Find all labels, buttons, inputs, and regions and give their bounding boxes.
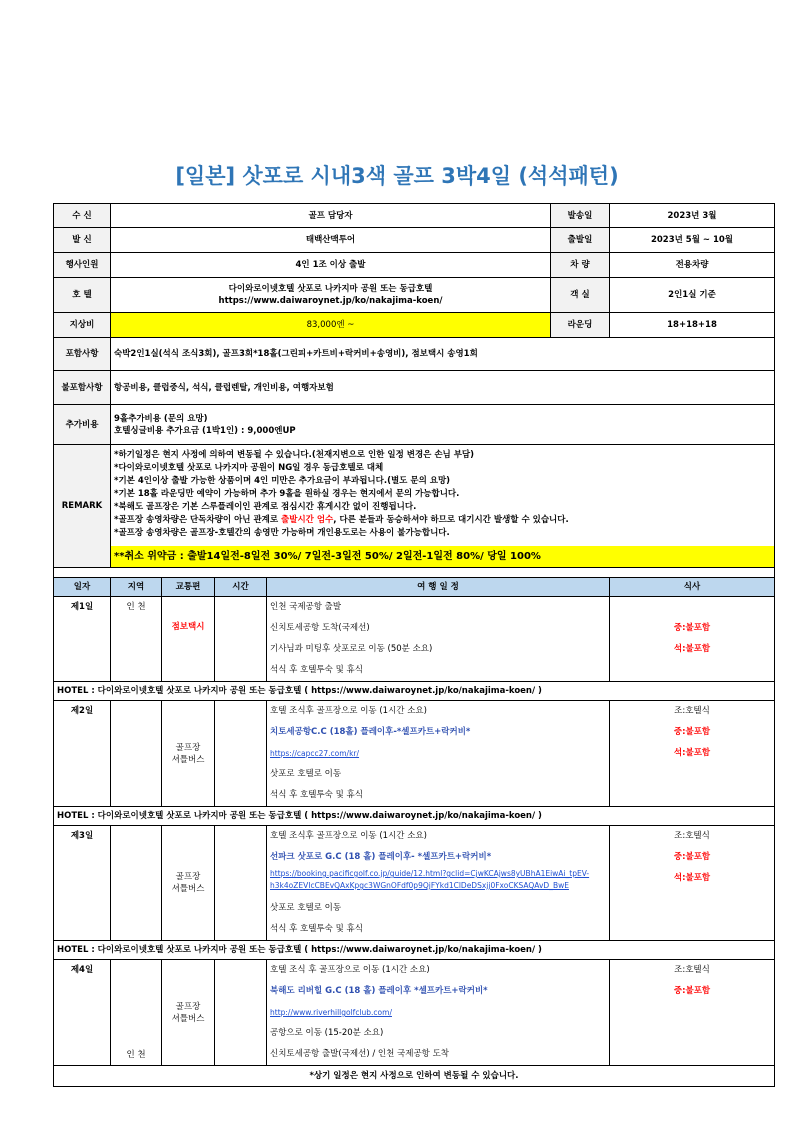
day-label: 제3일 — [54, 826, 111, 941]
schedule-line: 신치토세공항 출발(국제선) / 인천 국제공항 도착 — [270, 1049, 450, 1059]
header-meal: 식사 — [610, 578, 775, 597]
meal-line — [613, 764, 771, 785]
transport-cell: 점보택시 — [162, 597, 215, 682]
schedule-cell — [267, 826, 610, 941]
footer-note: *상기 일정은 현지 사정으로 인하여 변동될 수 있습니다. — [54, 1066, 775, 1087]
time-cell — [215, 960, 267, 1066]
meal-line: 석:불포함 — [673, 873, 711, 883]
header-area: 지역 — [111, 578, 162, 597]
excluded-value: 항공비용, 클럽중식, 석식, 클럽렌탈, 개인비용, 여행자보험 — [111, 371, 775, 405]
car-value: 전용차량 — [610, 253, 775, 278]
remark-line: *골프장 송영차량은 골프장-호텔간의 송영만 가능하며 개인용도로는 사용이 불가능합니다. — [114, 528, 450, 538]
extra-cost-label: 추가비용 — [54, 405, 111, 445]
meal-cell — [610, 826, 775, 941]
area-cell: 인 천 — [111, 597, 162, 682]
area-cell — [111, 701, 162, 807]
remark-line: *기본 18홀 라운딩만 예약이 가능하며 추가 9홀을 원하실 경우는 현지에서 문의 가능합니다. — [114, 489, 460, 499]
tour-info-table — [53, 203, 775, 1087]
remark-text: *골프장 송영차량은 단독차량이 아닌 관계로 — [114, 515, 282, 525]
schedule-line: 삿포로 호텔로 이동 — [270, 903, 342, 913]
header-day: 일자 — [54, 578, 111, 597]
golf-course-link[interactable]: http://www.riverhillgolfclub.com/ — [270, 1008, 392, 1017]
itinerary-day — [54, 597, 775, 682]
from-label: 발 신 — [54, 228, 111, 253]
send-date-value: 2023년 3월 — [610, 204, 775, 228]
extra-cost-value — [111, 405, 775, 445]
included-value: 숙박2인1실(석식 조식3회), 골프3회*18홀(그린피+카트비+락커비+송영비), 점보택시 송영1회 — [111, 338, 775, 371]
remark-line: *하기일정은 현지 사정에 의하여 변동될 수 있습니다.(천재지변으로 인한 일정 변경은 손님 부담) — [114, 450, 475, 460]
round-label: 라운딩 — [551, 313, 610, 338]
depart-label: 출발일 — [551, 228, 610, 253]
golf-course-line: 치토세공항C.C (18홀) 플레이후-*셀프카트+락커비* — [270, 727, 471, 737]
remark-line: *기본 4인이상 출발 가능한 상품이며 4인 미만은 추가요금이 부과됩니다.(별도 문의 요망) — [114, 476, 451, 486]
itinerary-day — [54, 701, 775, 807]
meal-cell — [610, 960, 775, 1066]
schedule-cell — [267, 960, 610, 1066]
time-cell — [215, 701, 267, 807]
meal-line: 중:불포함 — [673, 727, 711, 737]
golf-course-line: 북해도 리버힐 G.C (18 홀) 플레이후 *셀프카트+락커비* — [270, 986, 488, 996]
car-label: 차 량 — [551, 253, 610, 278]
pax-value: 4인 1조 이상 출발 — [111, 253, 551, 278]
golf-course-link[interactable]: https://capcc27.com/kr/ — [270, 749, 360, 758]
extra-cost-line: 호텔싱글비용 추가요금 (1박1인) : 9,000엔UP — [114, 425, 296, 436]
round-value: 18+18+18 — [610, 313, 775, 338]
schedule-line: 호텔 조식후 골프장으로 이동 (1시간 소요) — [270, 706, 427, 716]
remark-highlight: 출발시간 엄수 — [281, 515, 334, 525]
time-cell — [215, 826, 267, 941]
hotel-name: 다이와로이넷호텔 삿포로 나카지마 공원 또는 동급호텔 — [228, 284, 433, 294]
golf-course-link[interactable]: https://booking.pacificgolf.co.jp/guide/12.html?gclid=CjwKCAjws8yUBhA1EiwAi_tpEV- — [270, 869, 590, 878]
hotel-label: 호 텔 — [54, 278, 111, 313]
send-date-label: 발송일 — [551, 204, 610, 228]
room-label: 객 실 — [551, 278, 610, 313]
schedule-line: 공항으로 이동 (15-20분 소요) — [270, 1028, 384, 1038]
schedule-line: 삿포로 호텔로 이동 — [270, 769, 342, 779]
hotel-value — [111, 278, 551, 313]
meal-line: 석:불포함 — [673, 748, 711, 758]
schedule-cell — [267, 701, 610, 807]
transport-cell: 골프장 셔틀버스 — [162, 826, 215, 941]
page-title: [일본] 삿포로 시내3색 골프 3박4일 (석석패턴) — [175, 164, 619, 188]
meal-line: 중:불포함 — [673, 986, 711, 996]
depart-value: 2023년 5월 ~ 10월 — [610, 228, 775, 253]
schedule-line: 인천 국제공항 출발 — [270, 602, 342, 612]
schedule-line: 석식 후 호텔투숙 및 휴식 — [270, 665, 363, 675]
meal-line — [613, 597, 771, 618]
schedule-line: 기사님과 미팅후 삿포로로 이동 (50분 소요) — [270, 644, 433, 654]
remark-label: REMARK — [54, 445, 111, 568]
header-schedule: 여 행 일 정 — [267, 578, 610, 597]
room-value: 2인1실 기준 — [610, 278, 775, 313]
day-label: 제2일 — [54, 701, 111, 807]
day-label: 제4일 — [54, 960, 111, 1066]
header-time: 시간 — [215, 578, 267, 597]
to-value: 골프 담당자 — [111, 204, 551, 228]
excluded-label: 불포함사항 — [54, 371, 111, 405]
meal-cell — [610, 701, 775, 807]
area-cell — [111, 826, 162, 941]
golf-course-line: 선파크 삿포로 G.C (18 홀) 플레이후- *셀프카트+락커비* — [270, 852, 492, 862]
remark-block — [111, 445, 775, 568]
hotel-url[interactable]: https://www.daiwaroynet.jp/ko/nakajima-koen/ — [218, 296, 443, 306]
hotel-line: HOTEL : 다이와로이넷호텔 삿포로 나카지마 공원 또는 동급호텔 ( https://www.daiwaroynet.jp/ko/nakajima-koen/ ) — [54, 807, 775, 826]
hotel-line: HOTEL : 다이와로이넷호텔 삿포로 나카지마 공원 또는 동급호텔 ( https://www.daiwaroynet.jp/ko/nakajima-koen/ ) — [54, 941, 775, 960]
meal-line: 조:호텔식 — [674, 706, 710, 716]
meal-line: 석:불포함 — [673, 644, 711, 654]
meal-cell — [610, 597, 775, 682]
price-label: 지상비 — [54, 313, 111, 338]
time-cell — [215, 597, 267, 682]
meal-line: 중:불포함 — [673, 852, 711, 862]
golf-course-link[interactable]: h3k4oZEVIcCBEvQAxKpgc3WGnOFdf0p9QjFYkd1ClDeDSxjj0FxoCKSAQAvD_BwE — [270, 881, 569, 890]
price-value: 83,000엔 ~ — [111, 313, 551, 338]
to-label: 수 신 — [54, 204, 111, 228]
schedule-line: 호텔 조식 후 골프장으로 이동 (1시간 소요) — [270, 965, 430, 975]
remark-line: *다이와로이넷호텔 삿포로 나카지마 공원이 NG일 경우 동급호텔로 대체 — [114, 463, 384, 473]
itinerary-day — [54, 826, 775, 941]
header-transport: 교통편 — [162, 578, 215, 597]
from-value: 태백산맥투어 — [111, 228, 551, 253]
schedule-cell — [267, 597, 610, 682]
meal-line: 조:호텔식 — [674, 965, 710, 975]
area-cell: 인 천 — [111, 960, 162, 1066]
schedule-line: 신치토세공항 도착(국제선) — [270, 623, 370, 633]
cancel-policy: **취소 위약금 : 출발14일전-8일전 30%/ 7일전-3일전 50%/ 2일전-1일전 80%/ 당일 100% — [111, 546, 774, 567]
schedule-line: 석식 후 호텔투숙 및 휴식 — [270, 924, 363, 934]
transport-cell: 골프장 셔틀버스 — [162, 701, 215, 807]
schedule-line: 석식 후 호텔투숙 및 휴식 — [270, 790, 363, 800]
spacer — [54, 568, 775, 578]
meal-line: 조:호텔식 — [674, 831, 710, 841]
meal-line — [613, 660, 771, 681]
extra-cost-line: 9홀추가비용 (문의 요망) — [114, 413, 208, 424]
meal-line — [613, 785, 771, 806]
remark-line — [114, 514, 771, 527]
schedule-line: 호텔 조식후 골프장으로 이동 (1시간 소요) — [270, 831, 427, 841]
remark-text: , 다른 분들과 동승하셔야 하므로 대기시간 발생할 수 있습니다. — [333, 515, 569, 525]
hotel-line: HOTEL : 다이와로이넷호텔 삿포로 나카지마 공원 또는 동급호텔 ( https://www.daiwaroynet.jp/ko/nakajima-koen/ ) — [54, 682, 775, 701]
transport-cell: 골프장 셔틀버스 — [162, 960, 215, 1066]
day-label: 제1일 — [54, 597, 111, 682]
itinerary-header — [54, 578, 775, 597]
meal-line: 중:불포함 — [673, 623, 711, 633]
remark-line: *북해도 골프장은 기본 스루플레이인 관계로 점심시간 휴게시간 없이 진행됩니다. — [114, 502, 417, 512]
itinerary-day — [54, 960, 775, 1066]
pax-label: 행사인원 — [54, 253, 111, 278]
included-label: 포함사항 — [54, 338, 111, 371]
